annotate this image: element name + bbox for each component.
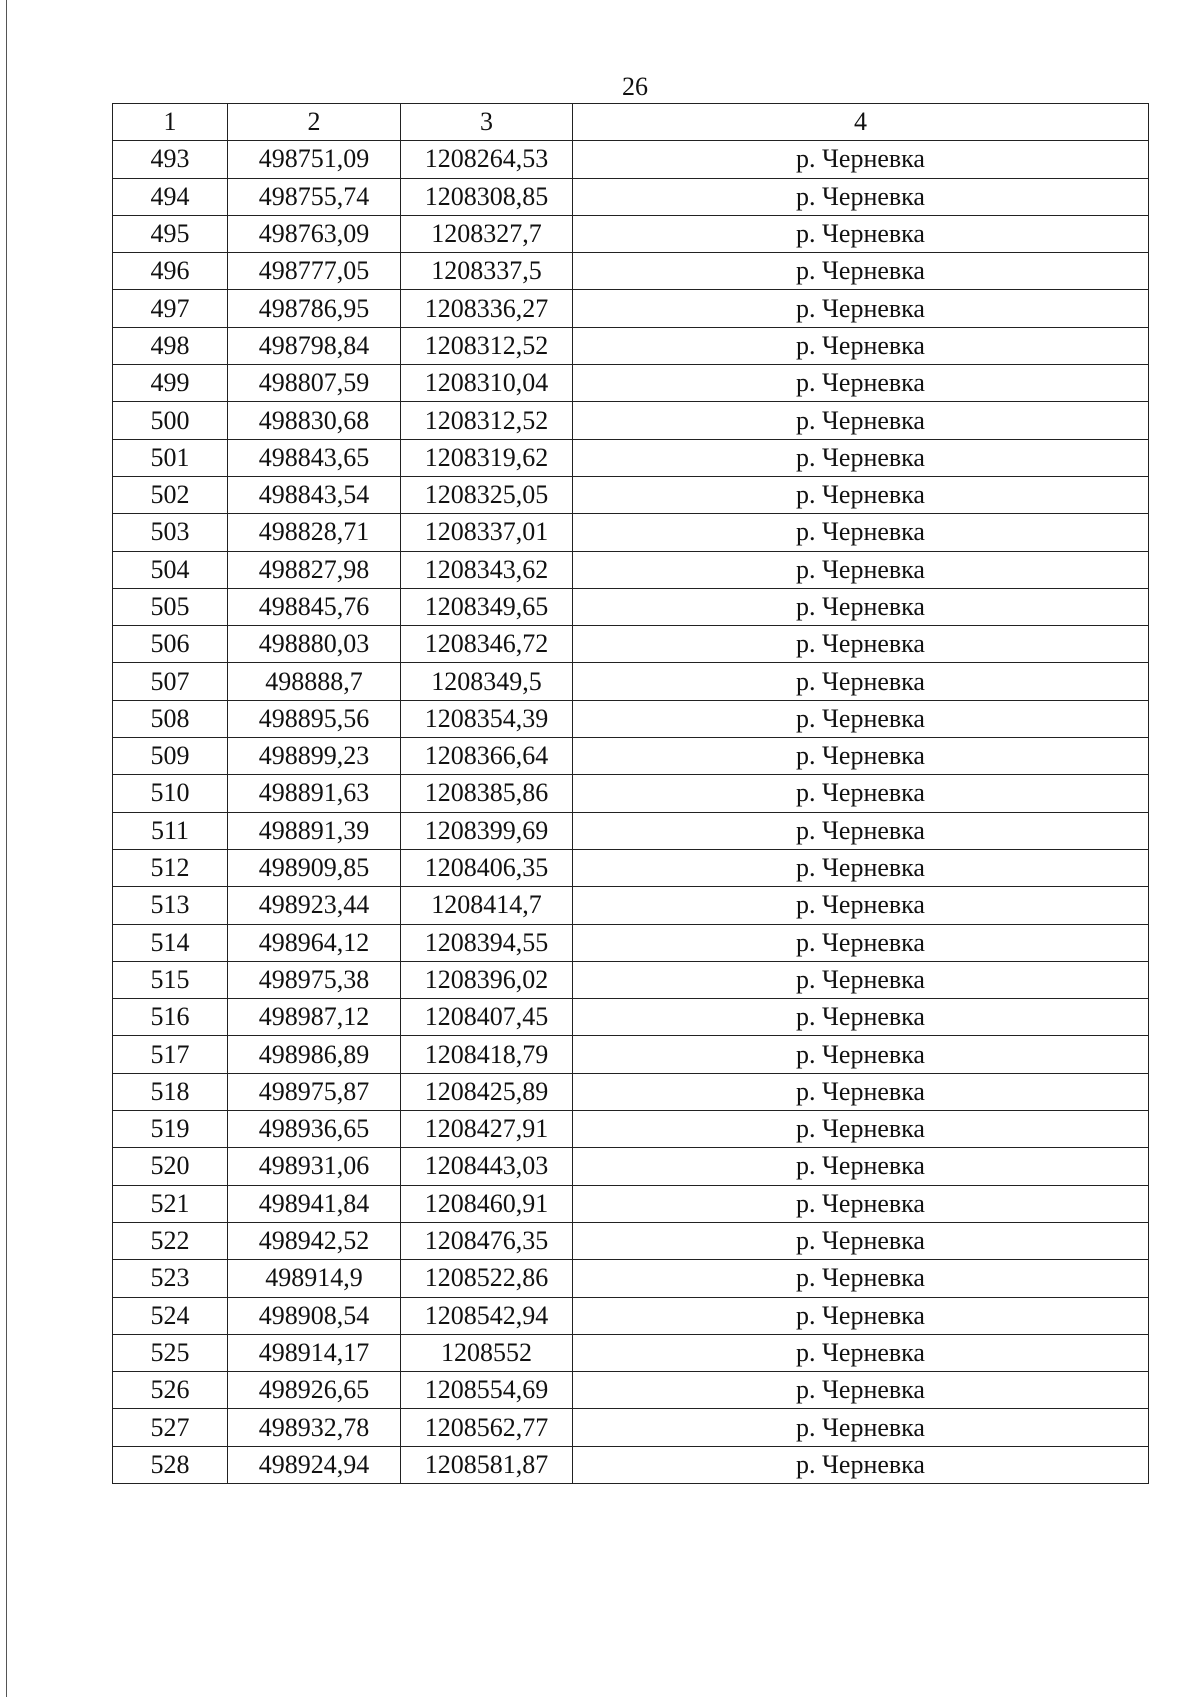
y-coordinate-cell: 1208264,53: [401, 141, 573, 178]
y-coordinate-cell: 1208312,52: [401, 327, 573, 364]
x-coordinate-cell: 498987,12: [228, 999, 401, 1036]
x-coordinate-cell: 498830,68: [228, 402, 401, 439]
page-number: 26: [622, 72, 648, 101]
description-cell: р. Черневка: [573, 1148, 1149, 1185]
description-cell: р. Черневка: [573, 327, 1149, 364]
y-coordinate-cell: 1208414,7: [401, 887, 573, 924]
y-coordinate-cell: 1208319,62: [401, 439, 573, 476]
point-number-cell: 509: [113, 738, 228, 775]
point-number-cell: 511: [113, 812, 228, 849]
point-number-cell: 497: [113, 290, 228, 327]
x-coordinate-cell: 498899,23: [228, 738, 401, 775]
x-coordinate-cell: 498891,39: [228, 812, 401, 849]
y-coordinate-cell: 1208312,52: [401, 402, 573, 439]
description-cell: р. Черневка: [573, 514, 1149, 551]
y-coordinate-cell: 1208349,65: [401, 588, 573, 625]
description-cell: р. Черневка: [573, 1297, 1149, 1334]
description-cell: р. Черневка: [573, 402, 1149, 439]
description-cell: р. Черневка: [573, 924, 1149, 961]
y-coordinate-cell: 1208310,04: [401, 365, 573, 402]
table-row: [113, 1334, 1149, 1371]
table-row: [113, 849, 1149, 886]
description-cell: р. Черневка: [573, 626, 1149, 663]
point-number-cell: 527: [113, 1409, 228, 1446]
table-row: [113, 1222, 1149, 1259]
y-coordinate-cell: 1208425,89: [401, 1073, 573, 1110]
point-number-cell: 525: [113, 1334, 228, 1371]
point-number-cell: 498: [113, 327, 228, 364]
x-coordinate-cell: 498941,84: [228, 1185, 401, 1222]
description-cell: р. Черневка: [573, 1222, 1149, 1259]
table-body: [113, 141, 1149, 1484]
x-coordinate-cell: 498932,78: [228, 1409, 401, 1446]
point-number-cell: 500: [113, 402, 228, 439]
y-coordinate-cell: 1208337,5: [401, 253, 573, 290]
x-coordinate-cell: 498924,94: [228, 1446, 401, 1483]
table-row: [113, 700, 1149, 737]
description-cell: р. Черневка: [573, 663, 1149, 700]
description-cell: р. Черневка: [573, 1409, 1149, 1446]
table-row: [113, 1148, 1149, 1185]
description-cell: р. Черневка: [573, 1185, 1149, 1222]
y-coordinate-cell: 1208354,39: [401, 700, 573, 737]
table-row: [113, 1372, 1149, 1409]
description-cell: р. Черневка: [573, 215, 1149, 252]
point-number-cell: 528: [113, 1446, 228, 1483]
column-header-4: 4: [573, 104, 1149, 141]
point-number-cell: 503: [113, 514, 228, 551]
header-row: [113, 104, 1149, 141]
x-coordinate-cell: 498755,74: [228, 178, 401, 215]
point-number-cell: 524: [113, 1297, 228, 1334]
description-cell: р. Черневка: [573, 290, 1149, 327]
description-cell: р. Черневка: [573, 1036, 1149, 1073]
point-number-cell: 519: [113, 1111, 228, 1148]
point-number-cell: 521: [113, 1185, 228, 1222]
point-number-cell: 510: [113, 775, 228, 812]
column-header-3: 3: [401, 104, 573, 141]
table-row: [113, 924, 1149, 961]
table-row: [113, 588, 1149, 625]
y-coordinate-cell: 1208407,45: [401, 999, 573, 1036]
point-number-cell: 495: [113, 215, 228, 252]
description-cell: р. Черневка: [573, 775, 1149, 812]
description-cell: р. Черневка: [573, 588, 1149, 625]
y-coordinate-cell: 1208522,86: [401, 1260, 573, 1297]
y-coordinate-cell: 1208443,03: [401, 1148, 573, 1185]
point-number-cell: 496: [113, 253, 228, 290]
table-row: [113, 327, 1149, 364]
y-coordinate-cell: 1208325,05: [401, 476, 573, 513]
table-row: [113, 1073, 1149, 1110]
y-coordinate-cell: 1208308,85: [401, 178, 573, 215]
column-header-1: 1: [113, 104, 228, 141]
x-coordinate-cell: 498986,89: [228, 1036, 401, 1073]
description-cell: р. Черневка: [573, 253, 1149, 290]
y-coordinate-cell: 1208406,35: [401, 849, 573, 886]
x-coordinate-cell: 498843,54: [228, 476, 401, 513]
table-row: [113, 626, 1149, 663]
table-row: [113, 1446, 1149, 1483]
x-coordinate-cell: 498891,63: [228, 775, 401, 812]
point-number-cell: 523: [113, 1260, 228, 1297]
point-number-cell: 493: [113, 141, 228, 178]
y-coordinate-cell: 1208581,87: [401, 1446, 573, 1483]
table-row: [113, 551, 1149, 588]
point-number-cell: 514: [113, 924, 228, 961]
point-number-cell: 505: [113, 588, 228, 625]
table-row: [113, 999, 1149, 1036]
point-number-cell: 506: [113, 626, 228, 663]
x-coordinate-cell: 498843,65: [228, 439, 401, 476]
x-coordinate-cell: 498827,98: [228, 551, 401, 588]
description-cell: р. Черневка: [573, 551, 1149, 588]
x-coordinate-cell: 498828,71: [228, 514, 401, 551]
table-header: [113, 104, 1149, 141]
y-coordinate-cell: 1208349,5: [401, 663, 573, 700]
column-header-2: 2: [228, 104, 401, 141]
description-cell: р. Черневка: [573, 738, 1149, 775]
table-row: [113, 887, 1149, 924]
x-coordinate-cell: 498942,52: [228, 1222, 401, 1259]
table-row: [113, 1111, 1149, 1148]
y-coordinate-cell: 1208460,91: [401, 1185, 573, 1222]
table-row: [113, 439, 1149, 476]
description-cell: р. Черневка: [573, 1372, 1149, 1409]
point-number-cell: 520: [113, 1148, 228, 1185]
table-row: [113, 1297, 1149, 1334]
x-coordinate-cell: 498807,59: [228, 365, 401, 402]
description-cell: р. Черневка: [573, 1260, 1149, 1297]
y-coordinate-cell: 1208554,69: [401, 1372, 573, 1409]
x-coordinate-cell: 498931,06: [228, 1148, 401, 1185]
description-cell: р. Черневка: [573, 961, 1149, 998]
table-row: [113, 961, 1149, 998]
x-coordinate-cell: 498786,95: [228, 290, 401, 327]
x-coordinate-cell: 498845,76: [228, 588, 401, 625]
x-coordinate-cell: 498895,56: [228, 700, 401, 737]
y-coordinate-cell: 1208476,35: [401, 1222, 573, 1259]
y-coordinate-cell: 1208427,91: [401, 1111, 573, 1148]
point-number-cell: 494: [113, 178, 228, 215]
table-row: [113, 141, 1149, 178]
y-coordinate-cell: 1208418,79: [401, 1036, 573, 1073]
table-row: [113, 1260, 1149, 1297]
point-number-cell: 501: [113, 439, 228, 476]
point-number-cell: 512: [113, 849, 228, 886]
table-row: [113, 1185, 1149, 1222]
table-row: [113, 738, 1149, 775]
table-row: [113, 290, 1149, 327]
description-cell: р. Черневка: [573, 812, 1149, 849]
x-coordinate-cell: 498777,05: [228, 253, 401, 290]
x-coordinate-cell: 498751,09: [228, 141, 401, 178]
y-coordinate-cell: 1208337,01: [401, 514, 573, 551]
point-number-cell: 517: [113, 1036, 228, 1073]
x-coordinate-cell: 498975,38: [228, 961, 401, 998]
point-number-cell: 507: [113, 663, 228, 700]
y-coordinate-cell: 1208366,64: [401, 738, 573, 775]
y-coordinate-cell: 1208346,72: [401, 626, 573, 663]
y-coordinate-cell: 1208399,69: [401, 812, 573, 849]
x-coordinate-cell: 498763,09: [228, 215, 401, 252]
x-coordinate-cell: 498798,84: [228, 327, 401, 364]
page-edge-line: [6, 0, 7, 1697]
table-row: [113, 1036, 1149, 1073]
x-coordinate-cell: 498909,85: [228, 849, 401, 886]
table-row: [113, 514, 1149, 551]
table-row: [113, 365, 1149, 402]
y-coordinate-cell: 1208394,55: [401, 924, 573, 961]
x-coordinate-cell: 498936,65: [228, 1111, 401, 1148]
point-number-cell: 499: [113, 365, 228, 402]
description-cell: р. Черневка: [573, 439, 1149, 476]
y-coordinate-cell: 1208343,62: [401, 551, 573, 588]
description-cell: р. Черневка: [573, 1334, 1149, 1371]
y-coordinate-cell: 1208542,94: [401, 1297, 573, 1334]
x-coordinate-cell: 498926,65: [228, 1372, 401, 1409]
y-coordinate-cell: 1208396,02: [401, 961, 573, 998]
point-number-cell: 516: [113, 999, 228, 1036]
description-cell: р. Черневка: [573, 999, 1149, 1036]
point-number-cell: 518: [113, 1073, 228, 1110]
table-row: [113, 253, 1149, 290]
y-coordinate-cell: 1208385,86: [401, 775, 573, 812]
table-row: [113, 476, 1149, 513]
y-coordinate-cell: 1208562,77: [401, 1409, 573, 1446]
description-cell: р. Черневка: [573, 700, 1149, 737]
description-cell: р. Черневка: [573, 849, 1149, 886]
table-row: [113, 178, 1149, 215]
y-coordinate-cell: 1208552: [401, 1334, 573, 1371]
x-coordinate-cell: 498888,7: [228, 663, 401, 700]
table-row: [113, 775, 1149, 812]
y-coordinate-cell: 1208336,27: [401, 290, 573, 327]
description-cell: р. Черневка: [573, 365, 1149, 402]
x-coordinate-cell: 498908,54: [228, 1297, 401, 1334]
description-cell: р. Черневка: [573, 1446, 1149, 1483]
table-row: [113, 812, 1149, 849]
description-cell: р. Черневка: [573, 1073, 1149, 1110]
x-coordinate-cell: 498914,17: [228, 1334, 401, 1371]
y-coordinate-cell: 1208327,7: [401, 215, 573, 252]
table-row: [113, 215, 1149, 252]
x-coordinate-cell: 498923,44: [228, 887, 401, 924]
point-number-cell: 513: [113, 887, 228, 924]
description-cell: р. Черневка: [573, 178, 1149, 215]
description-cell: р. Черневка: [573, 1111, 1149, 1148]
table-row: [113, 402, 1149, 439]
point-number-cell: 526: [113, 1372, 228, 1409]
point-number-cell: 515: [113, 961, 228, 998]
point-number-cell: 504: [113, 551, 228, 588]
x-coordinate-cell: 498975,87: [228, 1073, 401, 1110]
table-row: [113, 1409, 1149, 1446]
x-coordinate-cell: 498880,03: [228, 626, 401, 663]
description-cell: р. Черневка: [573, 887, 1149, 924]
description-cell: р. Черневка: [573, 476, 1149, 513]
table-row: [113, 663, 1149, 700]
description-cell: р. Черневка: [573, 141, 1149, 178]
x-coordinate-cell: 498964,12: [228, 924, 401, 961]
x-coordinate-cell: 498914,9: [228, 1260, 401, 1297]
point-number-cell: 508: [113, 700, 228, 737]
point-number-cell: 502: [113, 476, 228, 513]
point-number-cell: 522: [113, 1222, 228, 1259]
coordinates-table: [112, 103, 1149, 1484]
